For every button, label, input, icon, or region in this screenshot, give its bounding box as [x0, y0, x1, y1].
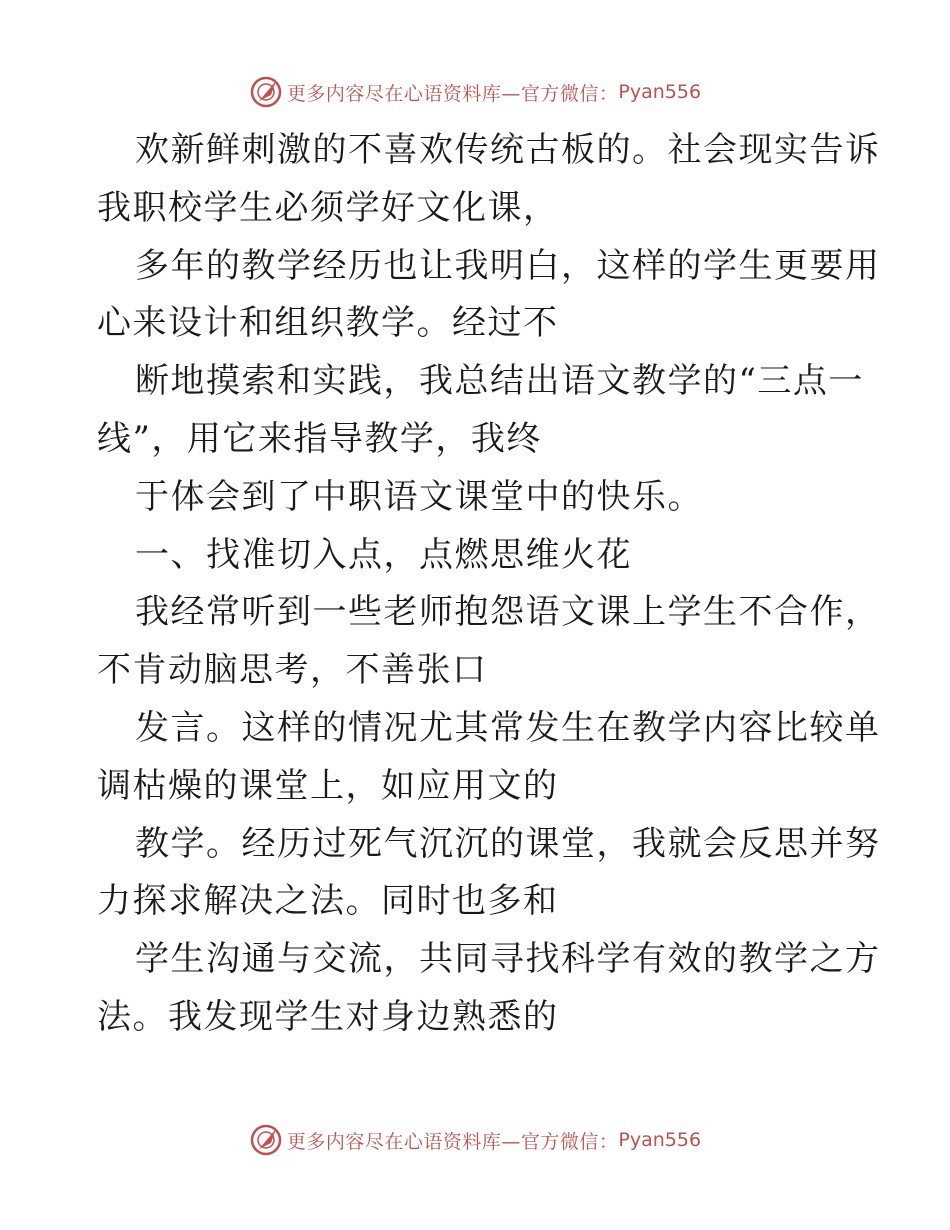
- text-line: 欢新鲜刺激的不喜欢传统古板的。社会现实告诉: [135, 130, 881, 170]
- text-line: 力探求解决之法。同时也多和: [97, 881, 559, 922]
- text-line: 法。我发现学生对身边熟悉的: [97, 996, 559, 1037]
- document-body: [97, 122, 881, 1047]
- text-line: 我经常听到一些老师抱怨语文课上学生不合作，: [135, 592, 881, 633]
- watermark-text: 更多内容尽在心语资料库—官方微信：: [286, 82, 619, 105]
- text-line: 线”，用它来指导教学，我终: [97, 418, 542, 459]
- text-line: 不肯动脑思考，不善张口: [97, 650, 488, 691]
- text-line: 教学。经历过死气沉沉的课堂，我就会反思并努: [135, 823, 881, 864]
- text-line: 发言。这样的情况尤其常发生在教学内容比较单: [135, 707, 881, 748]
- text-line: 于体会到了中职语文课堂中的快乐。: [135, 476, 703, 517]
- text-line: 心来设计和组织教学。经过不: [97, 303, 559, 344]
- text-line: 断地摸索和实践，我总结出语文教学的“三点一: [135, 361, 864, 402]
- text-line: 一、找准切入点，点燃思维火花: [135, 534, 632, 575]
- watermark-text: 更多内容尽在心语资料库—官方微信：: [286, 1130, 619, 1153]
- text-line: 学生沟通与交流，共同寻找科学有效的教学之方: [135, 939, 881, 980]
- text-line: 调枯燥的课堂上，如应用文的: [97, 765, 559, 806]
- header-watermark: [0, 72, 950, 112]
- watermark-wechat-id: Pyan556: [618, 81, 702, 103]
- quill-logo-icon: [249, 1123, 283, 1157]
- watermark-wechat-id: Pyan556: [618, 1129, 702, 1151]
- footer-watermark: [0, 1120, 950, 1160]
- quill-logo-icon: [249, 75, 283, 109]
- text-line: 我职校学生必须学好文化课，: [97, 187, 559, 228]
- text-line: 多年的教学经历也让我明白，这样的学生更要用: [135, 245, 881, 286]
